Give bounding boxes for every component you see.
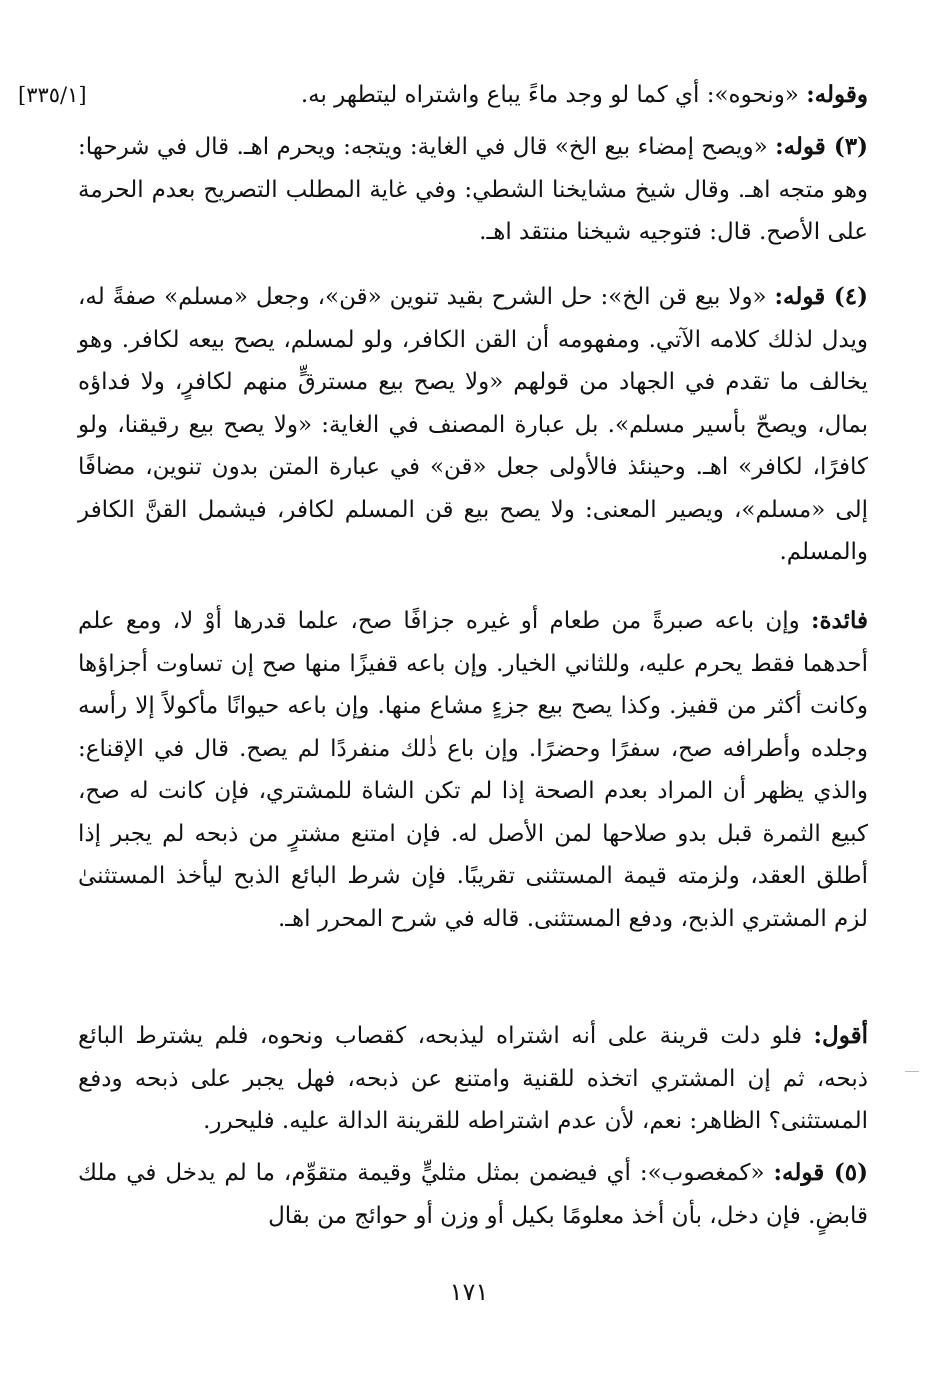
paragraph-body: فلو دلت قرينة على أنه اشتراه ليذبحه، كقصاب ونحوه، فلم يشترط البائع ذبحه، ثم إن المشتري اتخذه للقنية وامتنع عن ذبحه، فهل يجبر على ذبحه ودفع المستثنى؟ الظاهر: نعم، لأن عدم اشتراطه للقرينة الدالة عليه. فليحرر. bbox=[78, 1023, 868, 1134]
paragraph-lead: أقول: bbox=[813, 1022, 868, 1049]
margin-mark bbox=[905, 1071, 919, 1072]
paragraph-note-4 bbox=[78, 276, 868, 574]
paragraph-body: «ولا بيع قن الخ»: حل الشرح بقيد تنوين «قن»، وجعل «مسلم» صفةً له، ويدل لذلك كلامه الآتي. ومفهومه أن القن الكافر، ولو لمسلم، يصح بيعه لكافر. وهو يخالف ما تقدم في الجهاد من قولهم «ولا يصح بيع مسترقٍّ منهم لكافرٍ، ولا فداؤه بمال، ويصحّ بأسير مسلم». بل عبارة المصنف في الغاية: «ولا يصح بيع رقيقنا، ولو كافرًا، لكافر» اهـ. وحينئذ فالأولى جعل «قن» في عبارة المتن بدون تنوين، مضافًا إلى «مسلم»، ويصير المعنى: ولا يصح بيع قن المسلم لكافر، فيشمل القنَّ الكافر والمسلم. bbox=[78, 284, 868, 565]
header-body: «ونحوه»: أي كما لو وجد ماءً يباع واشتراه ليتطهر به. bbox=[300, 82, 807, 108]
volume-page-reference: [٣٣٥/١] bbox=[18, 83, 87, 107]
paragraph-body: «كمغصوب»: أي فيضمن بمثل مثليٍّ وقيمة متقوِّم، ما لم يدخل في ملك قابضٍ. فإن دخل، بأن أخذ معلومًا بكيل أو وزن أو حوائج من بقال bbox=[78, 1160, 868, 1229]
paragraph-body: «ويصح إمضاء بيع الخ» قال في الغاية: ويتجه: ويحرم اهـ. قال في شرحها: وهو متجه اهـ. وقال شيخ مشايخنا الشطي: وفي غاية المطلب التصريح بعدم الحرمة على الأصح. قال: فتوجيه شيخنا منتقد اهـ. bbox=[78, 134, 868, 245]
paragraph-lead: فائدة: bbox=[810, 607, 868, 634]
paragraph-lead: (٣) قوله: bbox=[775, 133, 868, 160]
paragraph-lead: (٤) قوله: bbox=[774, 283, 868, 310]
paragraph-note-5 bbox=[78, 1152, 868, 1237]
page-number: ١٧١ bbox=[449, 1278, 489, 1306]
header-text bbox=[301, 74, 868, 116]
paragraph-note-3 bbox=[78, 126, 868, 254]
paragraph-i-say bbox=[78, 1015, 868, 1143]
paragraph-body: وإن باعه صبرةً من طعام أو غيره جزافًا صح، علما قدرها أوْ لا، ومع علم أحدهما فقط يحرم عليه، وللثاني الخيار. وإن باعه قفيزًا منها صح إن تساوت أجزاؤها وكانت أكثر من قفيز. وكذا يصح بيع جزءٍ مشاع منها. وإن باعه حيوانًا مأكولاً إلا رأسه وجلده وأطرافه صح، سفرًا وحضرًا. وإن باع ذٰلك منفردًا لم يصح. قال في الإقناع: والذي يظهر أن المراد بعدم الصحة إذا لم تكن الشاة للمشتري، فإن كانت له صح، كبيع الثمرة قبل بدو صلاحها لمن الأصل له. فإن امتنع مشترٍ من ذبحه لم يجبر إذا أطلق العقد، ولزمته قيمة المستثنى تقريبًا. فإن شرط البائع الذبح ليأخذ المستثنىٰ لزم المشتري الذبح، ودفع المستثنى. قاله في شرح المحرر اهـ. bbox=[78, 608, 868, 932]
header-line bbox=[18, 74, 868, 116]
paragraph-lead: (٥) قوله: bbox=[773, 1159, 868, 1186]
header-lead: وقوله: bbox=[806, 81, 868, 108]
paragraph-benefit bbox=[78, 600, 868, 940]
